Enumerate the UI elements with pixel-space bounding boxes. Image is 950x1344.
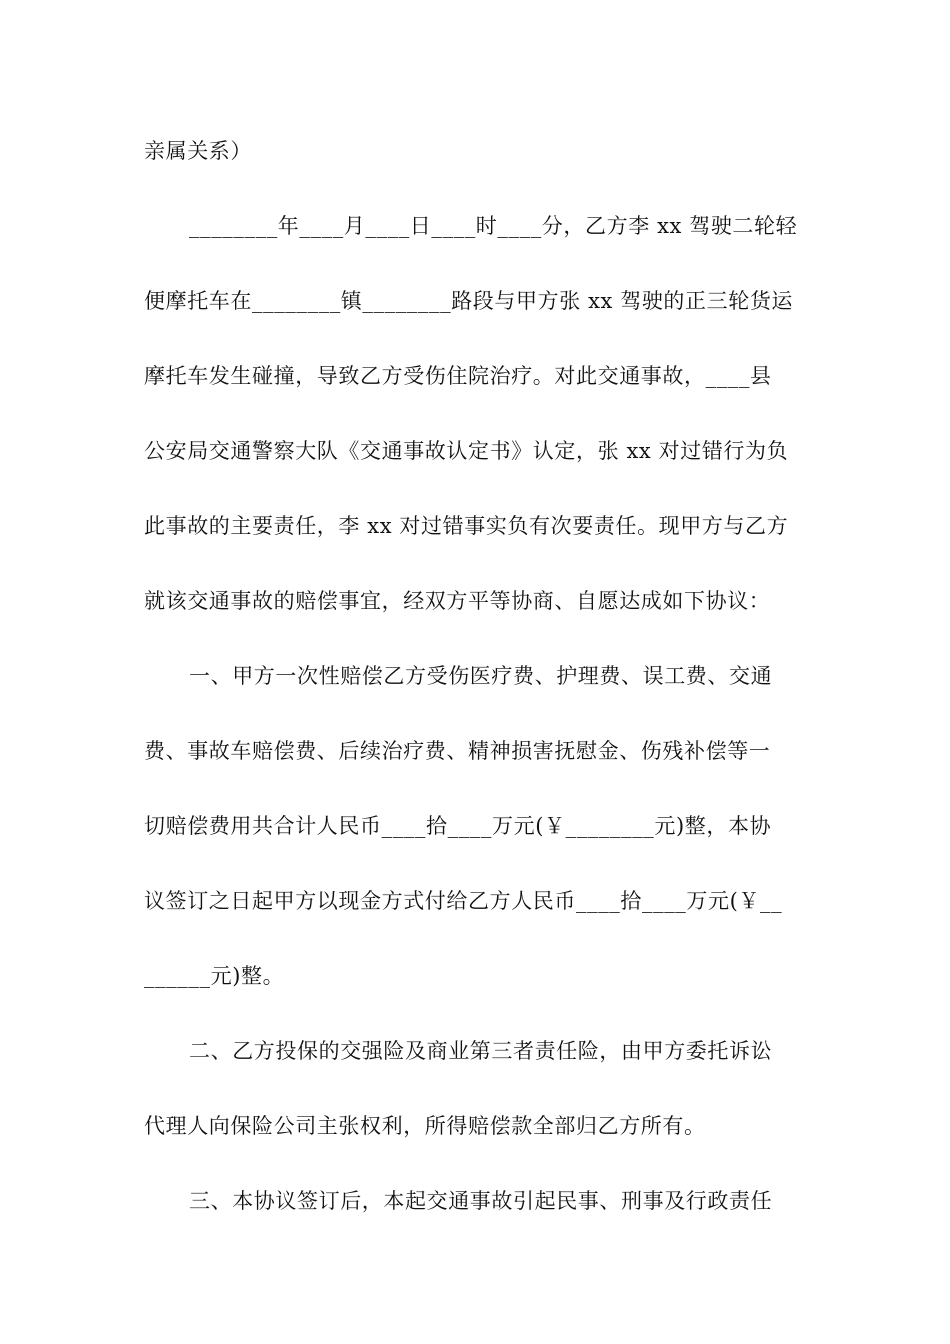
text-line: 三、本协议签订后，本起交通事故引起民事、刑事及行政责任 [189,1189,773,1213]
text-line: 此事故的主要责任，李 xx 对过错事实负有次要责任。现甲方与乙方 [144,514,789,538]
text-line: 摩托车发生碰撞，导致乙方受伤住院治疗。对此交通事故，____县 [144,364,772,388]
text-line: 二、乙方投保的交强险及商业第三者责任险，由甲方委托诉讼 [189,1039,773,1063]
text-line: 亲属关系） [144,139,252,163]
text-line: 费、事故车赔偿费、后续治疗费、精神损害抚慰金、伤残补偿等一 [144,739,771,763]
text-line: 公安局交通警察大队《交通事故认定书》认定，张 xx 对过错行为负 [144,439,789,463]
text-line: ________年____月____日____时____分，乙方李 xx 驾驶二轮轻 [189,214,798,238]
text-line: 就该交通事故的赔偿事宜，经双方平等协商、自愿达成如下协议： [144,589,771,613]
text-line: ______元)整。 [144,964,285,988]
text-line: 代理人向保险公司主张权利，所得赔偿款全部归乙方所有。 [144,1114,706,1138]
text-line: 一、甲方一次性赔偿乙方受伤医疗费、护理费、误工费、交通 [189,664,773,688]
text-line: 议签订之日起甲方以现金方式付给乙方人民币____拾____万元(￥__ [144,889,783,913]
text-line: 便摩托车在________镇________路段与甲方张 xx 驾驶的正三轮货运 [144,289,794,313]
text-line: 切赔偿费用共合计人民币____拾____万元(￥________元)整，本协 [144,814,772,838]
